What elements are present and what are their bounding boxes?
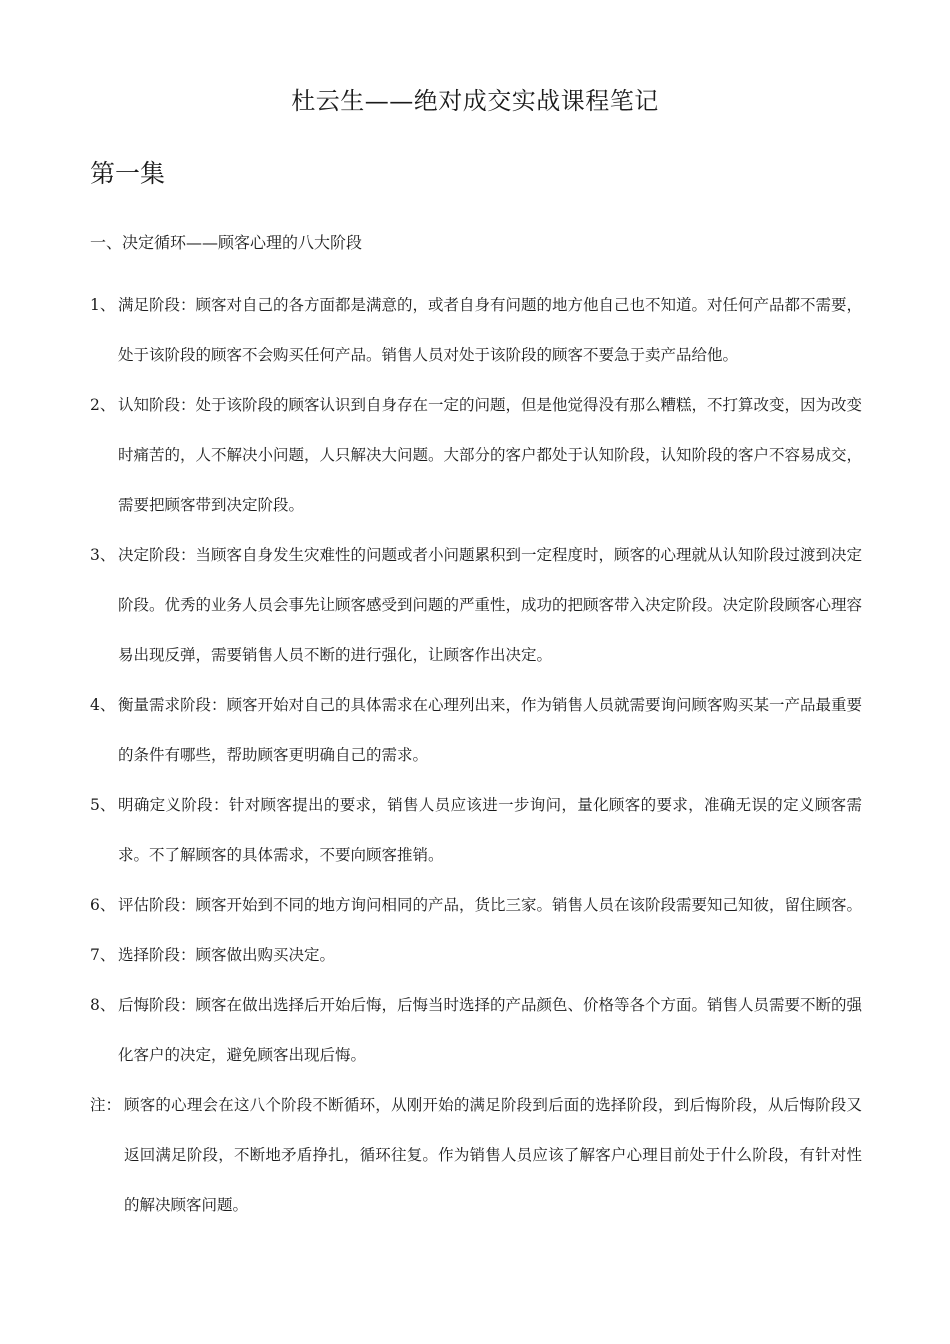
list-item bbox=[90, 930, 862, 980]
item-text: 评估阶段：顾客开始到不同的地方询问相同的产品，货比三家。销售人员在该阶段需要知己知彼，留住顾客。 bbox=[118, 896, 863, 914]
item-text: 选择阶段：顾客做出购买决定。 bbox=[118, 946, 336, 964]
list-item bbox=[90, 880, 862, 930]
item-number: 2、 bbox=[90, 396, 116, 414]
item-text: 明确定义阶段：针对顾客提出的要求，销售人员应该进一步询问，量化顾客的要求，准确无误的定义顾客需求。不了解顾客的具体需求，不要向顾客推销。 bbox=[118, 796, 862, 864]
note-text: 顾客的心理会在这八个阶段不断循环，从刚开始的满足阶段到后面的选择阶段，到后悔阶段，从后悔阶段又返回满足阶段，不断地矛盾挣扎，循环往复。作为销售人员应该了解客户心理目前处于什么阶段，有针对性的解决顾客问题。 bbox=[124, 1096, 862, 1214]
list-item bbox=[90, 280, 862, 380]
item-text: 满足阶段：顾客对自己的各方面都是满意的，或者自身有问题的地方他自己也不知道。对任何产品都不需要，处于该阶段的顾客不会购买任何产品。销售人员对处于该阶段的顾客不要急于卖产品给他。 bbox=[118, 296, 863, 364]
list-item bbox=[90, 780, 862, 880]
document-title: 杜云生——绝对成交实战课程笔记 bbox=[291, 87, 659, 115]
stage-list bbox=[90, 280, 862, 1230]
item-text: 决定阶段：当顾客自身发生灾难性的问题或者小问题累积到一定程度时，顾客的心理就从认知阶段过渡到决定阶段。优秀的业务人员会事先让顾客感受到问题的严重性，成功的把顾客带入决定阶段。决定阶段顾客心理容易出现反弹，需要销售人员不断的进行强化，让顾客作出决定。 bbox=[118, 546, 863, 664]
item-text: 衡量需求阶段：顾客开始对自己的具体需求在心理列出来，作为销售人员就需要询问顾客购买某一产品最重要的条件有哪些，帮助顾客更明确自己的需求。 bbox=[118, 696, 863, 764]
list-item bbox=[90, 680, 862, 780]
item-number: 8、 bbox=[90, 996, 116, 1014]
list-item bbox=[90, 530, 862, 680]
chapter-heading: 第一集 bbox=[90, 159, 166, 188]
item-text: 后悔阶段：顾客在做出选择后开始后悔，后悔当时选择的产品颜色、价格等各个方面。销售人员需要不断的强化客户的决定，避免顾客出现后悔。 bbox=[118, 996, 863, 1064]
item-number: 5、 bbox=[90, 796, 116, 814]
item-number: 3、 bbox=[90, 546, 116, 564]
item-text: 认知阶段：处于该阶段的顾客认识到自身存在一定的问题，但是他觉得没有那么糟糕，不打算改变，因为改变时痛苦的，人不解决小问题，人只解决大问题。大部分的客户都处于认知阶段，认知阶段的客户不容易成交，需要把顾客带到决定阶段。 bbox=[118, 396, 863, 514]
item-number: 4、 bbox=[90, 696, 116, 714]
note-label: 注： bbox=[90, 1096, 122, 1114]
section-heading: 一、决定循环——顾客心理的八大阶段 bbox=[90, 233, 363, 252]
item-number: 1、 bbox=[90, 296, 116, 314]
item-number: 7、 bbox=[90, 946, 116, 964]
item-number: 6、 bbox=[90, 896, 116, 914]
list-item bbox=[90, 980, 862, 1080]
note-paragraph bbox=[90, 1080, 862, 1230]
list-item bbox=[90, 380, 862, 530]
